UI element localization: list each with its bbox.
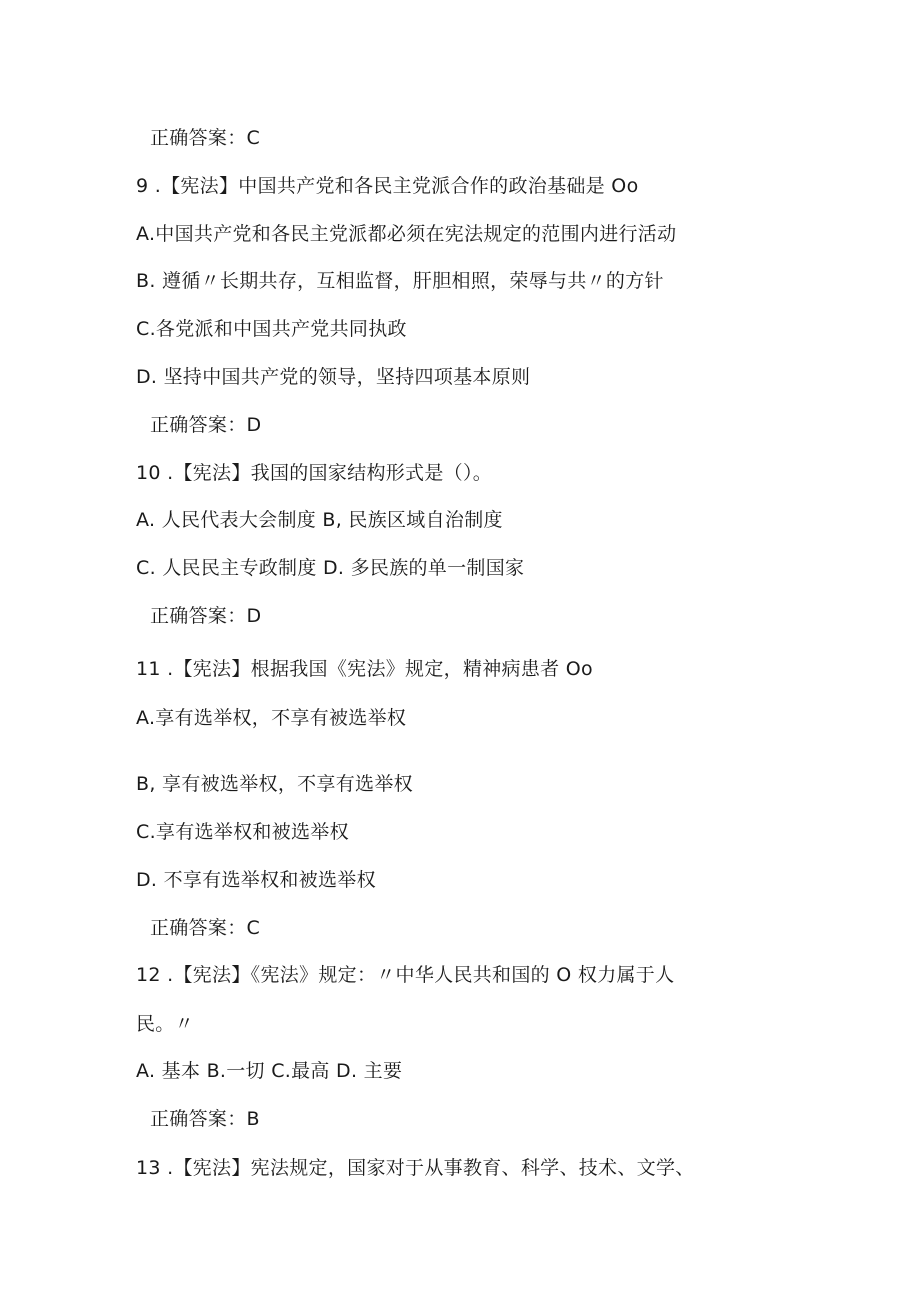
answer-line-q8: 正确答案：C — [150, 127, 261, 149]
question-12-continued: 民。〃 — [136, 1013, 194, 1035]
question-12: 12 .【宪法】《宪法》规定：〃中华人民共和国的 O 权力属于人 — [136, 964, 675, 986]
answer-line-q9: 正确答案：D — [150, 414, 262, 436]
option-11c: C.享有选举权和被选举权 — [136, 821, 349, 843]
question-11: 11 .【宪法】根据我国《宪法》规定，精神病患者 Oo — [136, 658, 593, 680]
option-11a: A.享有选举权，不享有被选举权 — [136, 707, 407, 729]
option-11b: B, 享有被选举权，不享有选举权 — [136, 773, 413, 795]
option-9c: C.各党派和中国共产党共同执政 — [136, 318, 407, 340]
option-9a: A.中国共产党和各民主党派都必须在宪法规定的范围内进行活动 — [136, 223, 677, 245]
option-10cd: C. 人民民主专政制度 D. 多民族的单一制国家 — [136, 557, 525, 579]
option-12abcd: A. 基本 B.一切 C.最高 D. 主要 — [136, 1060, 403, 1082]
option-9b: B. 遵循〃长期共存，互相监督，肝胆相照，荣辱与共〃的方针 — [136, 270, 664, 292]
option-9d: D. 坚持中国共产党的领导，坚持四项基本原则 — [136, 366, 531, 388]
answer-line-q11: 正确答案：C — [150, 917, 261, 939]
option-10ab: A. 人民代表大会制度 B, 民族区域自治制度 — [136, 509, 503, 531]
question-13: 13 .【宪法】宪法规定，国家对于从事教育、科学、技术、文学、 — [136, 1157, 695, 1179]
answer-line-q10: 正确答案：D — [150, 605, 262, 627]
answer-line-q12: 正确答案：B — [150, 1108, 260, 1130]
question-10: 10 .【宪法】我国的国家结构形式是（）。 — [136, 462, 493, 484]
question-9: 9 .【宪法】中国共产党和各民主党派合作的政治基础是 Oo — [136, 175, 639, 197]
option-11d: D. 不享有选举权和被选举权 — [136, 869, 376, 891]
